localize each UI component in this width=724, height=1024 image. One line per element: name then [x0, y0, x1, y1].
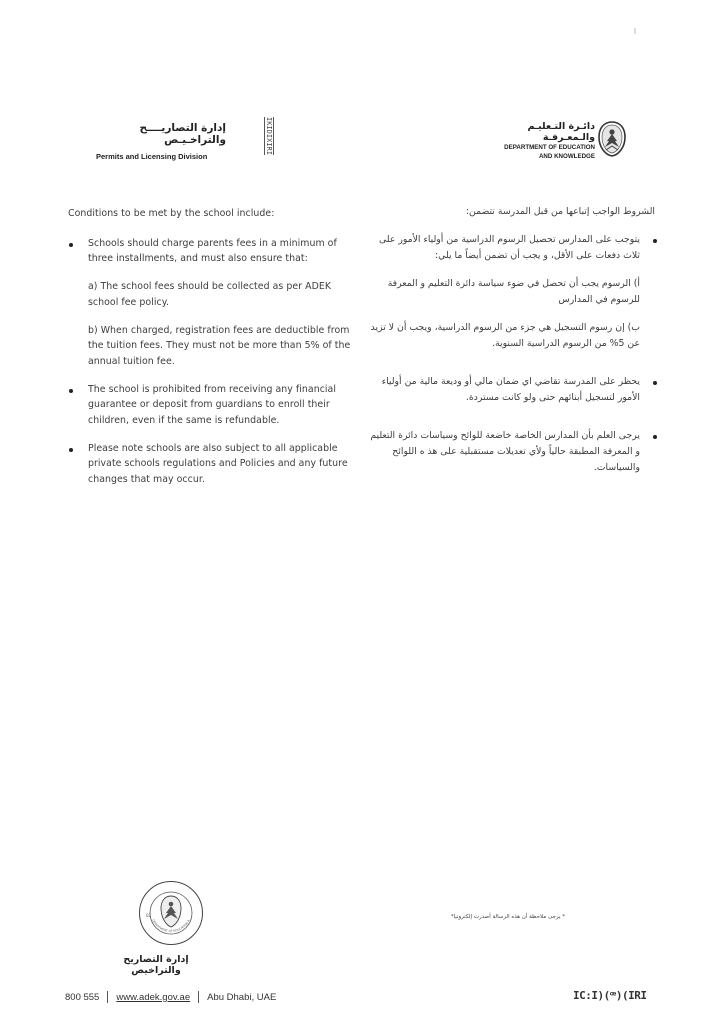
- seal-text: DEPARTMENT OF EDUCATION A: [151, 918, 191, 934]
- electronic-issue-note: * يرجى ملاحظة أن هذه الرسالة أصدرت إلكترونيا*: [450, 914, 565, 920]
- conditions-intro-en: Conditions to be met by the school include:: [68, 208, 275, 219]
- condition-regulations-ar: يرجى العلم بأن المدارس الخاصة خاضعة للوائح وسياسات دائرة التعليم و المعرفة المطبقة حالياً ولأي تعديلات مستقبلية على هذ ه اللوائح والسياسات.: [370, 428, 660, 476]
- condition-no-deposit-en: The school is prohibited from receiving any financial guarantee or deposit from guardians to enroll their children, even if the same is refundable.: [68, 382, 358, 429]
- footer-separator: [198, 991, 199, 1003]
- condition-sub-a-en: a) The school fees should be collected as per ADEK school fee policy.: [88, 281, 332, 308]
- department-header: [495, 121, 595, 161]
- adek-vertical-logo-text: IKIDIXIRI: [265, 117, 273, 155]
- department-name-ar: دائـرة التـعليـم والـمعـرفـة: [527, 121, 595, 143]
- conditions-intro-ar: الشروط الواجب إتباعها من قبل المدرسة تتضمن:: [465, 206, 655, 217]
- svg-text:02: 02: [146, 913, 152, 918]
- condition-installments-ar: يتوجب على المدارس تحصيل الرسوم الدراسية من أولياء الأمور على ثلاث دفعات على الأقل، و يجب أن تضمن أيضاً ما يلي:: [370, 232, 660, 264]
- falcon-emblem-icon: [597, 120, 627, 158]
- condition-no-deposit-ar: يحظر على المدرسة تقاضي اي ضمان مالي أو وديعة مالية من أولياء الأمور لتسجيل أبنائهم حتى ولو كانت مستردة.: [370, 374, 660, 406]
- division-title-en: Permits and Licensing Division: [96, 152, 208, 161]
- department-name-en-line2: AND KNOWLEDGE: [538, 153, 595, 160]
- seal-division-label: إدارة التصاريح والتراخيص: [123, 954, 189, 976]
- division-header: [96, 122, 226, 161]
- official-seal-icon: [138, 880, 204, 946]
- condition-regulations-en: Please note schools are also subject to all applicable private schools regulations and Policies and any future changes that may occur.: [68, 441, 358, 488]
- scan-mark: [634, 28, 636, 34]
- condition-sub-a-ar: أ) الرسوم يجب أن تحصل في ضوء سياسة دائرة التعليم و المعرفة للرسوم في المدارس: [387, 278, 640, 305]
- condition-sub-b-ar: ب) إن رسوم التسجيل هي جزء من الرسوم الدراسية، ويجب أن لا تزيد عن 5% من الرسوم الدراسية السنوية.: [370, 322, 640, 349]
- adek-vertical-logo: [264, 117, 274, 155]
- adek-footer-logo: IC:I)(ꟹ)(IRI: [573, 989, 647, 1002]
- division-title-ar: إدارة التصاريــــح والتراخـيـص: [139, 122, 226, 146]
- footer-website-link[interactable]: www.adek.gov.ae: [116, 991, 191, 1003]
- condition-installments-en: Schools should charge parents fees in a minimum of three installments, and must also ensure that:: [68, 236, 358, 267]
- footer-contact: [65, 991, 276, 1003]
- footer-separator: [107, 991, 108, 1003]
- footer-phone: 800 555: [65, 991, 100, 1003]
- english-conditions: [68, 206, 358, 500]
- footer-location: Abu Dhabi, UAE: [207, 991, 277, 1003]
- arabic-conditions: [370, 204, 660, 488]
- condition-sub-b-en: b) When charged, registration fees are deductible from the tuition fees. They must not be more than 5% of the annual tuition fee.: [88, 324, 351, 367]
- department-name-en-line1: DEPARTMENT OF EDUCATION: [504, 144, 595, 151]
